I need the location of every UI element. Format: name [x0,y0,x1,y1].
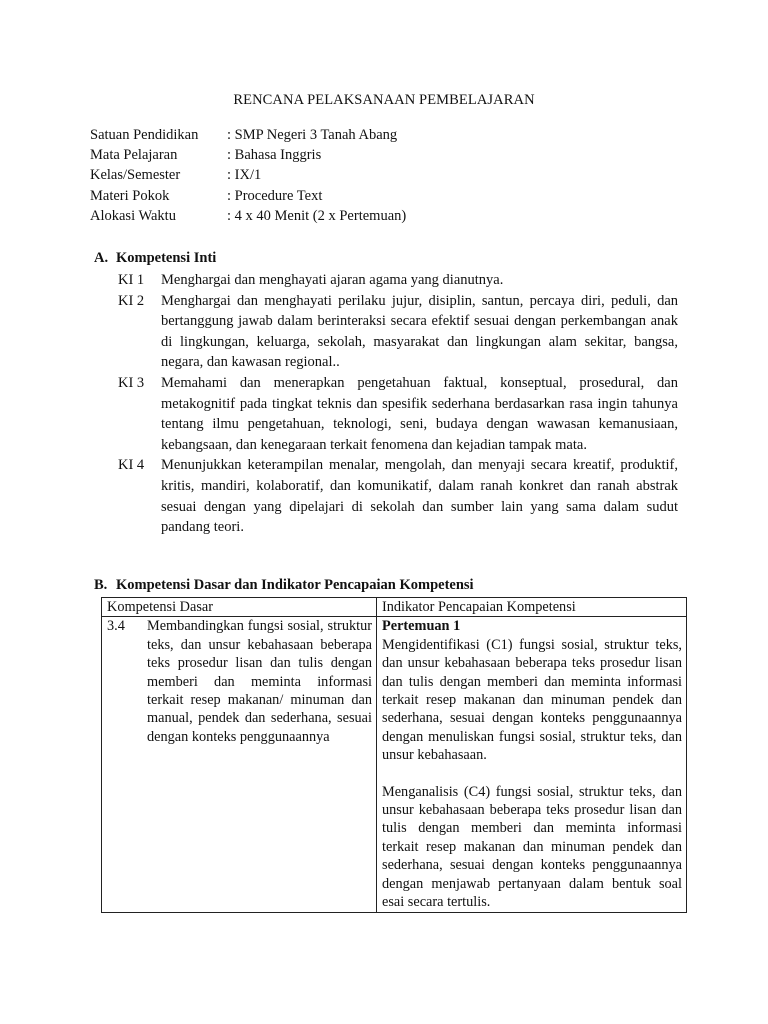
info-label: Satuan Pendidikan [90,127,199,143]
section-number: A. [94,250,109,266]
kd-text: Membandingkan fungsi sosial, struktur teks, dan unsur kebahasaan beberapa teks prosedur lisan dan tulis dengan memberi dan meminta informasi terkait resep makanan/ minuman dan manual, pendek dan sederhana, sesuai dengan konteks penggunaannya [147,618,372,745]
indicator-text: Mengidentifikasi (C1) fungsi sosial, struktur teks, dan unsur kebahasaan beberapa teks prosedur lisan dan tulis dengan memberi dan meminta informasi terkait resep makanan dan minuman pendek dan sederhana, sesuai dengan konteks penggunaannya dengan menuliskan fungsi sosial, struktur teks, dan unsur kebahasaan. [382,636,682,764]
competency-table [101,597,687,913]
info-value: : SMP Negeri 3 Tanah Abang [227,127,398,143]
section-title: Kompetensi Inti [116,250,217,266]
list-item [118,291,678,373]
page-title: RENCANA PELAKSANAAN PEMBELAJARAN [233,92,535,108]
info-row [90,188,406,208]
ki-code: KI 4 [118,457,145,474]
indicator-cell [377,617,687,912]
ki-code: KI 1 [118,272,145,288]
kd-cell [102,617,377,912]
info-label: Materi Pokok [90,187,170,204]
table-header-indicator: Indikator Pencapaian Kompetensi [377,598,687,617]
ki-code: KI 3 [118,374,145,391]
ki-code: KI 2 [118,292,145,309]
table-header-kd: Kompetensi Dasar [102,598,377,617]
ki-text: Memahami dan menerapkan pengetahuan faktual, konseptual, prosedural, dan metakognitif pada tingkat teknis dan spesifik sederhana berdasarkan rasa ingin tahunya tentang ilmu pengetahuan, teknologi, seni, budaya dengan wawasan kemanusiaan, kebangsaan, dan kenegaraan terkait fenomena dan kejadian tampak mata. [161,374,678,453]
kompetensi-inti-list [118,270,678,538]
info-value: : Procedure Text [227,187,323,204]
info-label: Kelas/Semester [90,167,181,184]
section-title: Kompetensi Dasar dan Indikator Pencapaian Kompetensi [116,577,474,593]
list-item [118,373,678,455]
list-item [118,270,678,291]
table-header-row [102,598,687,617]
info-block [90,127,406,228]
info-row [90,167,406,187]
indicator-text: Menganalisis (C4) fungsi sosial, struktur teks, dan unsur kebahasaan beberapa teks prosedur lisan dan tulis dengan memberi dan meminta informasi terkait resep makanan dan minuman pendek dan sederhana, sesuai dengan konteks penggunaannya dengan menjawab pertanyaan dalam bentuk soal esai secara tertulis. [382,783,682,911]
info-value: : Bahasa Inggris [227,147,322,164]
ki-text: Menghargai dan menghayati perilaku jujur, disiplin, santun, percaya diri, peduli, dan bertanggung jawab dalam berinteraksi secara efektif sesuai dengan perkembangan anak di lingkungan, keluarga, sekolah, masyarakat dan lingkungan alam sekitar, bangsa, negara, dan kawasan regional.. [161,292,678,371]
info-value: : 4 x 40 Menit (2 x Pertemuan) [227,207,407,224]
info-row [90,208,406,228]
ki-text: Menunjukkan keterampilan menalar, mengolah, dan menyaji secara kreatif, produktif, kritis, mandiri, kolaboratif, dan komunikatif, dalam ranah konkret dan ranah abstrak sesuai dengan yang dipelajari di sekolah dan sumber lain yang sama dalam sudut pandang teori. [161,457,678,536]
info-row [90,147,406,167]
meeting-label: Pertemuan 1 [382,618,461,635]
kd-number: 3.4 [107,618,125,635]
ki-text: Menghargai dan menghayati ajaran agama yang dianutnya. [161,272,504,288]
section-number: B. [94,577,108,593]
section-a-heading [94,250,216,267]
info-row [90,127,406,147]
table-row [102,617,687,912]
info-value: : IX/1 [227,167,262,184]
info-label: Alokasi Waktu [90,207,176,224]
section-b-heading [94,577,474,594]
list-item [118,455,678,537]
info-label: Mata Pelajaran [90,147,178,164]
